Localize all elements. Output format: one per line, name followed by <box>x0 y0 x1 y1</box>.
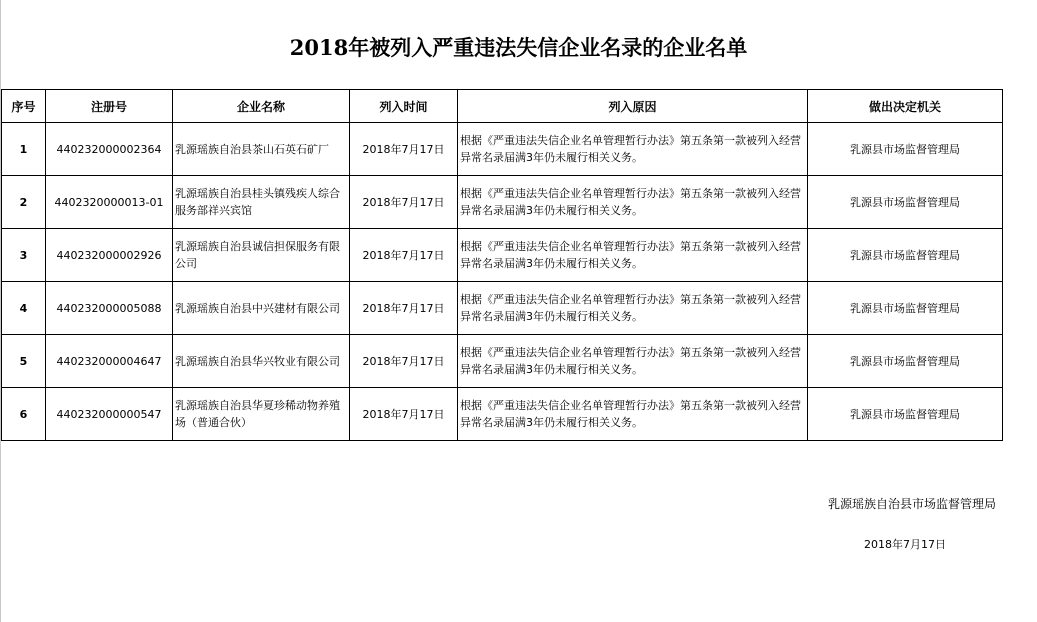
cell-seq: 2 <box>2 176 46 229</box>
cell-authority: 乳源县市场监督管理局 <box>808 335 1003 388</box>
cell-reg-no: 440232000004647 <box>46 335 173 388</box>
cell-reason: 根据《严重违法失信企业名单管理暂行办法》第五条第一款被列入经营异常名录届满3年仍未履行相关义务。 <box>458 123 808 176</box>
cell-authority: 乳源县市场监督管理局 <box>808 176 1003 229</box>
cell-seq: 5 <box>2 335 46 388</box>
cell-date: 2018年7月17日 <box>350 282 458 335</box>
cell-seq: 1 <box>2 123 46 176</box>
header-reg-no: 注册号 <box>46 90 173 123</box>
cell-name: 乳源瑶族自治县华夏珍稀动物养殖场（普通合伙） <box>173 388 350 441</box>
cell-reg-no: 4402320000013-01 <box>46 176 173 229</box>
table-header-row <box>2 90 1003 123</box>
cell-date: 2018年7月17日 <box>350 335 458 388</box>
cell-authority: 乳源县市场监督管理局 <box>808 123 1003 176</box>
cell-reg-no: 440232000000547 <box>46 388 173 441</box>
cell-date: 2018年7月17日 <box>350 123 458 176</box>
cell-date: 2018年7月17日 <box>350 229 458 282</box>
cell-reason: 根据《严重违法失信企业名单管理暂行办法》第五条第一款被列入经营异常名录届满3年仍未履行相关义务。 <box>458 282 808 335</box>
cell-name: 乳源瑶族自治县中兴建材有限公司 <box>173 282 350 335</box>
table-row <box>2 176 1003 229</box>
header-date: 列入时间 <box>350 90 458 123</box>
cell-reason: 根据《严重违法失信企业名单管理暂行办法》第五条第一款被列入经营异常名录届满3年仍未履行相关义务。 <box>458 335 808 388</box>
cell-name: 乳源瑶族自治县华兴牧业有限公司 <box>173 335 350 388</box>
cell-date: 2018年7月17日 <box>350 388 458 441</box>
cell-seq: 6 <box>2 388 46 441</box>
cell-name: 乳源瑶族自治县茶山石英石矿厂 <box>173 123 350 176</box>
cell-name: 乳源瑶族自治县桂头镇残疾人综合服务部祥兴宾馆 <box>173 176 350 229</box>
cell-authority: 乳源县市场监督管理局 <box>808 282 1003 335</box>
cell-reg-no: 440232000002926 <box>46 229 173 282</box>
page-title: 2018年被列入严重违法失信企业名录的企业名单 <box>289 35 748 60</box>
footer-organization: 乳源瑶族自治县市场监督管理局 <box>827 497 996 511</box>
table-row <box>2 388 1003 441</box>
cell-authority: 乳源县市场监督管理局 <box>808 229 1003 282</box>
table-row <box>2 335 1003 388</box>
cell-seq: 3 <box>2 229 46 282</box>
cell-name: 乳源瑶族自治县诚信担保服务有限公司 <box>173 229 350 282</box>
cell-reg-no: 440232000002364 <box>46 123 173 176</box>
cell-authority: 乳源县市场监督管理局 <box>808 388 1003 441</box>
cell-reason: 根据《严重违法失信企业名单管理暂行办法》第五条第一款被列入经营异常名录届满3年仍未履行相关义务。 <box>458 229 808 282</box>
header-reason: 列入原因 <box>458 90 808 123</box>
cell-reason: 根据《严重违法失信企业名单管理暂行办法》第五条第一款被列入经营异常名录届满3年仍未履行相关义务。 <box>458 176 808 229</box>
table-row <box>2 123 1003 176</box>
table-row <box>2 282 1003 335</box>
cell-reason: 根据《严重违法失信企业名单管理暂行办法》第五条第一款被列入经营异常名录届满3年仍未履行相关义务。 <box>458 388 808 441</box>
cell-seq: 4 <box>2 282 46 335</box>
header-seq: 序号 <box>2 90 46 123</box>
table-row <box>2 229 1003 282</box>
cell-reg-no: 440232000005088 <box>46 282 173 335</box>
enterprise-list-table <box>1 89 1003 441</box>
footer-date: 2018年7月17日 <box>864 538 946 551</box>
header-authority: 做出决定机关 <box>808 90 1003 123</box>
header-name: 企业名称 <box>173 90 350 123</box>
cell-date: 2018年7月17日 <box>350 176 458 229</box>
